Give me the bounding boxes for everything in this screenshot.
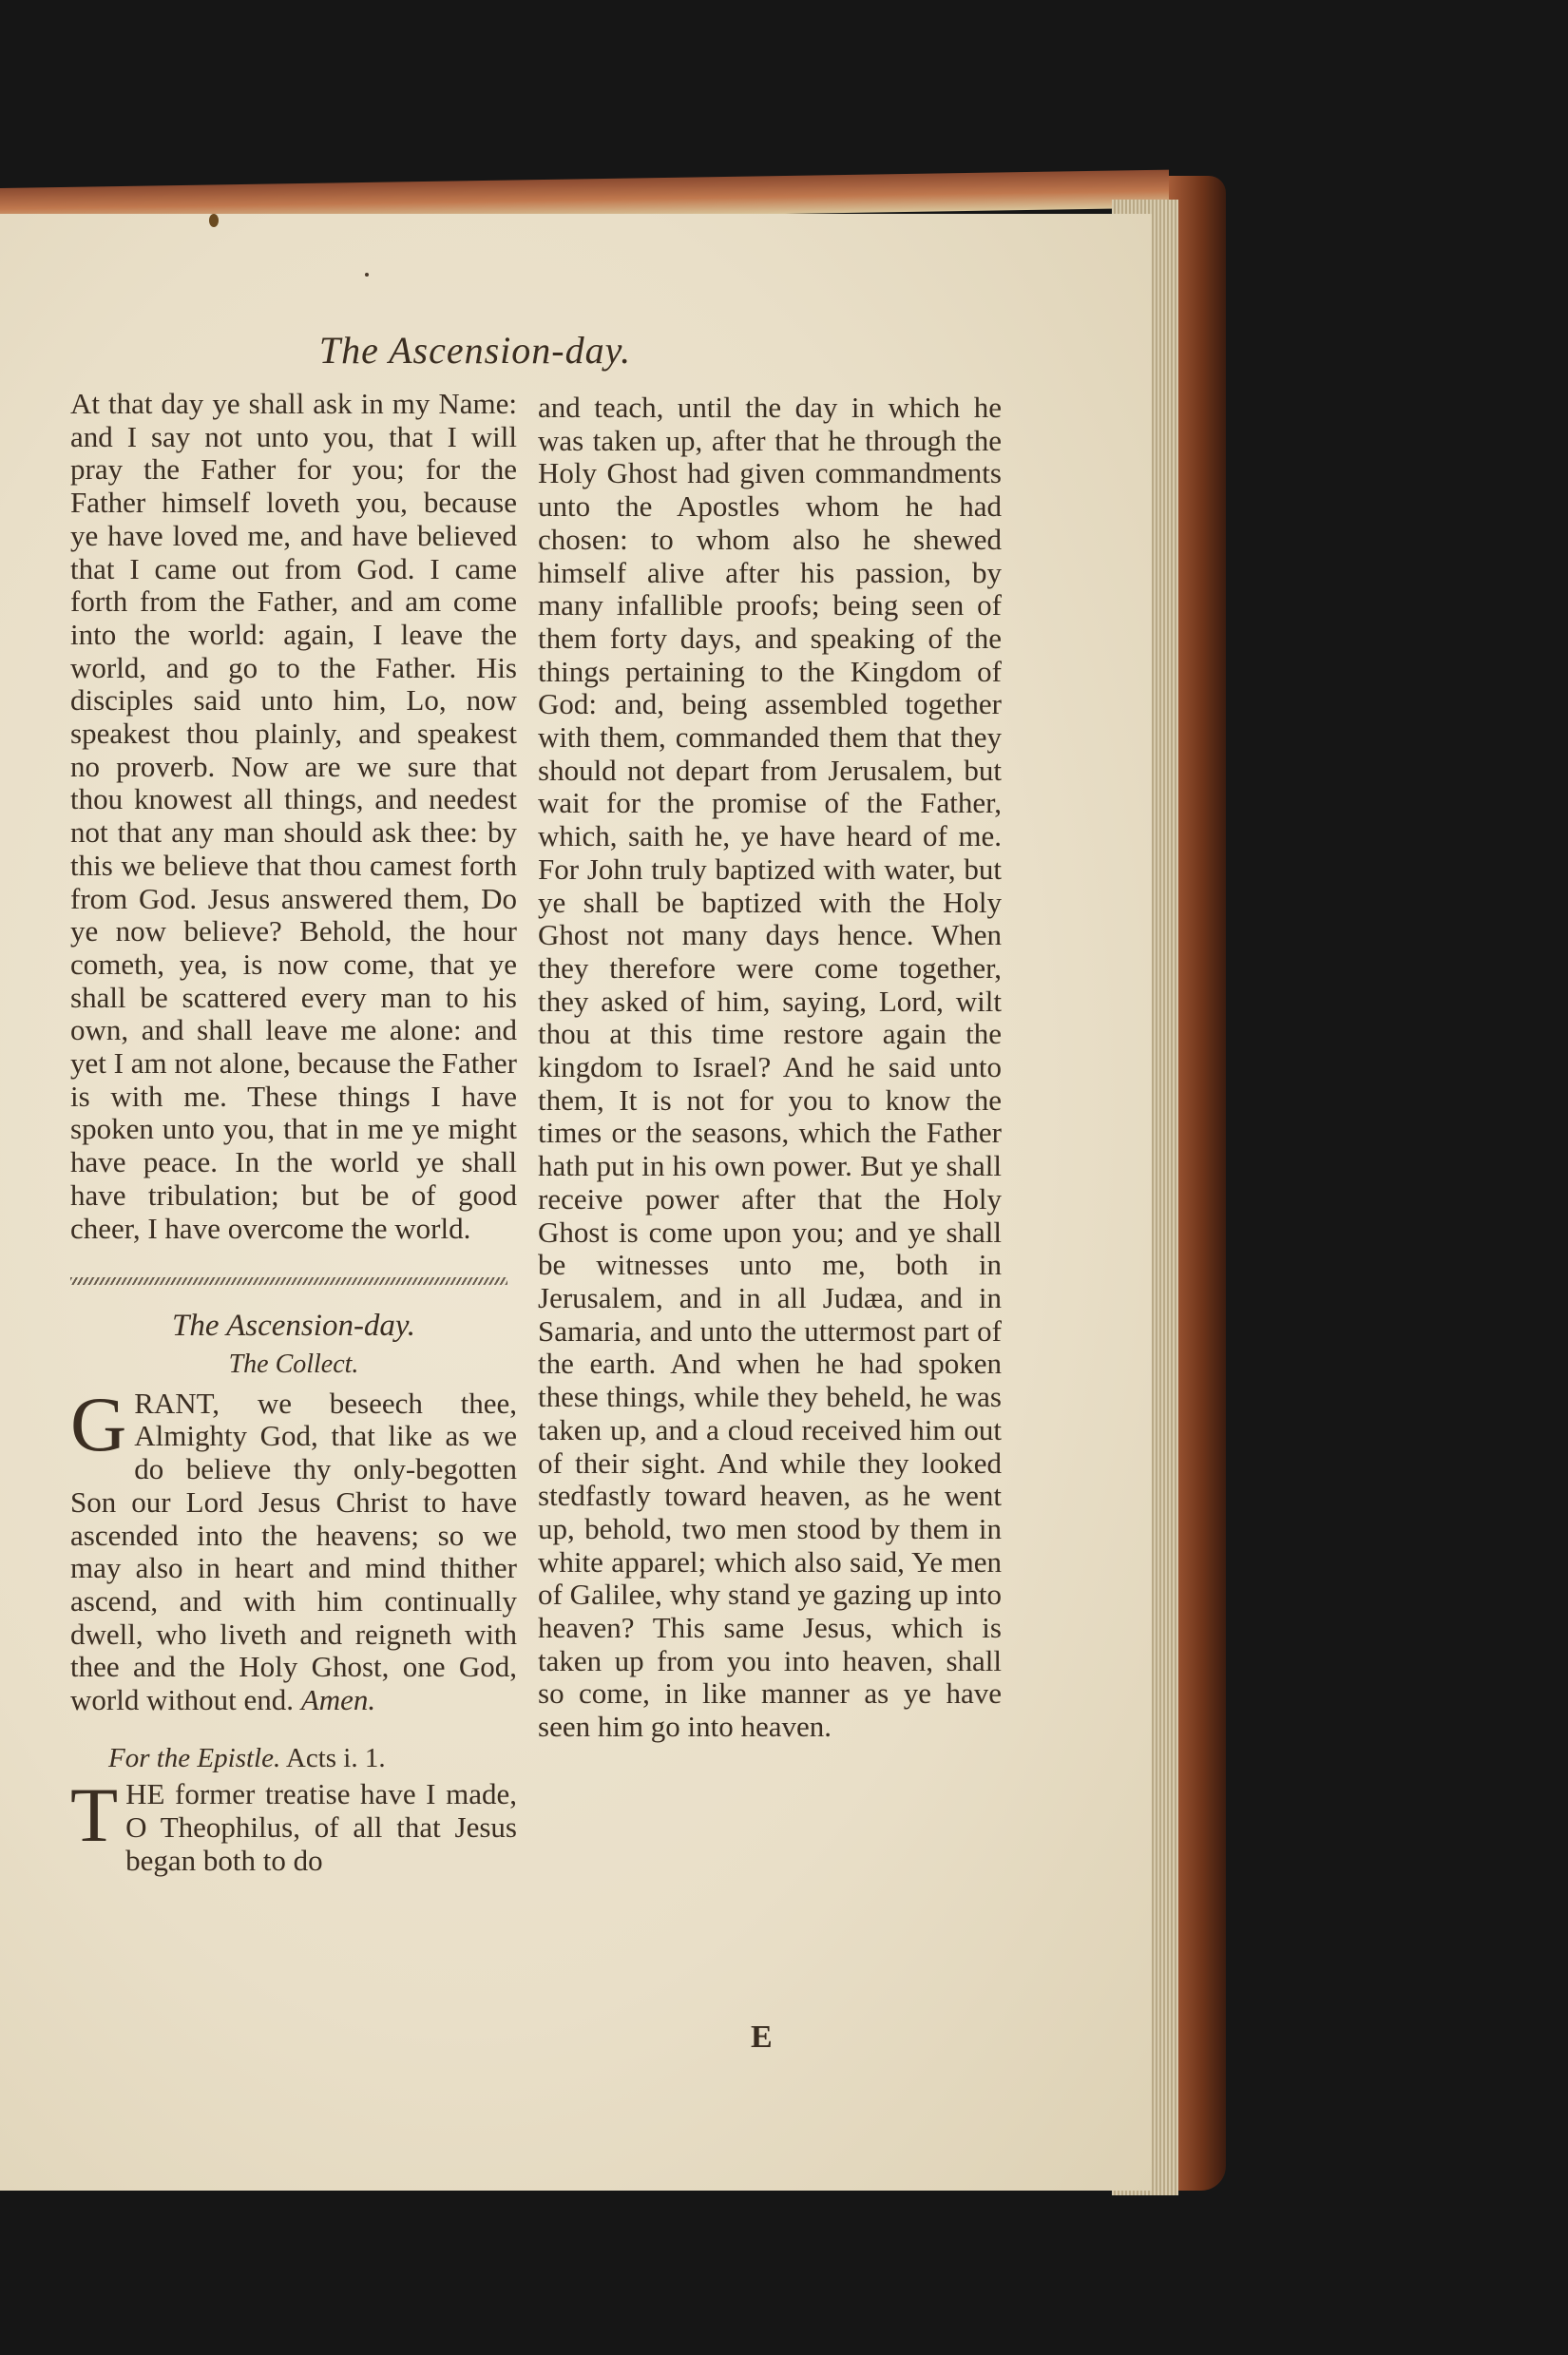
epistle-dropcap: T <box>70 1771 119 1859</box>
collect-text: RANT, we beseech thee, Almighty God, that like as we do believe thy only-begotten Son our Lord Jesus Christ to have ascended into the heavens; so we may also in heart and mind thither ascend, and with him continually dwell, who liveth and reigneth with thee and the Holy Ghost, one God, world without end. <box>70 1386 517 1717</box>
left-column <box>70 388 517 1878</box>
section-title: The Ascension-day. <box>171 1309 416 1344</box>
book-page <box>0 214 1152 2191</box>
collect-amen: Amen. <box>300 1683 376 1717</box>
epistle-heading <box>108 1742 517 1775</box>
running-head: The Ascension-day. <box>318 329 632 372</box>
epistle-label: For the Epistle. <box>108 1742 281 1773</box>
collect-paragraph <box>70 1380 517 1717</box>
epistle-reference: Acts i. 1. <box>285 1742 386 1773</box>
page-dot <box>365 273 369 277</box>
epistle-paragraph <box>70 1771 517 1877</box>
epistle-continuation: and teach, until the day in which he was taken up, after that he through the Holy Ghost had given commandments unto the Apostles whom he had chosen: to whom also he shewed himself alive after his passion, by many infallible proofs; being seen of them forty days, and speaking of the things pertaining to the Kingdom of God: and, being assembled together with them, commanded them that they should not depart from Jerusalem, but wait for the promise of the Father, which, saith he, ye have heard of me. For John truly baptized with water, but ye shall be baptized with the Holy Ghost not many days hence. When they therefore were come together, they asked of him, saying, Lord, wilt thou at this time restore again the kingdom to Israel? And he said unto them, It is not for you to know the times or the seasons, which the Father hath put in his own power. But ye shall receive power after that the Holy Ghost is come upon you; and ye shall be witnesses unto me, both in Jerusalem, and in all Judæa, and in Samaria, and unto the uttermost part of the earth. And when he had spoken these things, while they beheld, he was taken up, and a cloud received him out of their sight. And while they looked stedfastly toward heaven, as he went up, behold, two men stood by them in white apparel; which also said, Ye men of Galilee, why stand ye gazing up into heaven? This same Jesus, which is taken up from you into heaven, shall so come, in like manner as ye have seen him go into heaven. <box>538 391 1002 1744</box>
gospel-conclusion: At that day ye shall ask in my Name: and I say not unto you, that I will pray the Father for you; for the Father himself loveth you, because ye have loved me, and have believed that I came out from God. I came forth from the Father, and am come into the world: again, I leave the world, and go to the Father. His disciples said unto him, Lo, now speakest thou plainly, and speakest no proverb. Now are we sure that thou knowest all things, and needest not that any man should ask thee: by this we believe that thou camest forth from God. Jesus answered them, Do ye now believe? Behold, the hour cometh, yea, is now come, that ye shall be scattered every man to his own, and shall leave me alone: and yet I am not alone, because the Father is with me. These things I have spoken unto you, that in me ye might have peace. In the world ye shall have tribulation; but be of good cheer, I have overcome the world. <box>70 387 517 1245</box>
page-blemish <box>209 214 219 227</box>
collect-dropcap: G <box>70 1380 127 1467</box>
ornamental-rule <box>70 1277 507 1285</box>
epistle-text: HE former treatise have I made, O Theophilus, of all that Jesus began both to do <box>125 1777 517 1877</box>
collect-heading: The Collect. <box>228 1349 359 1379</box>
signature-mark: E <box>751 2020 773 2055</box>
right-column <box>538 392 1002 1744</box>
